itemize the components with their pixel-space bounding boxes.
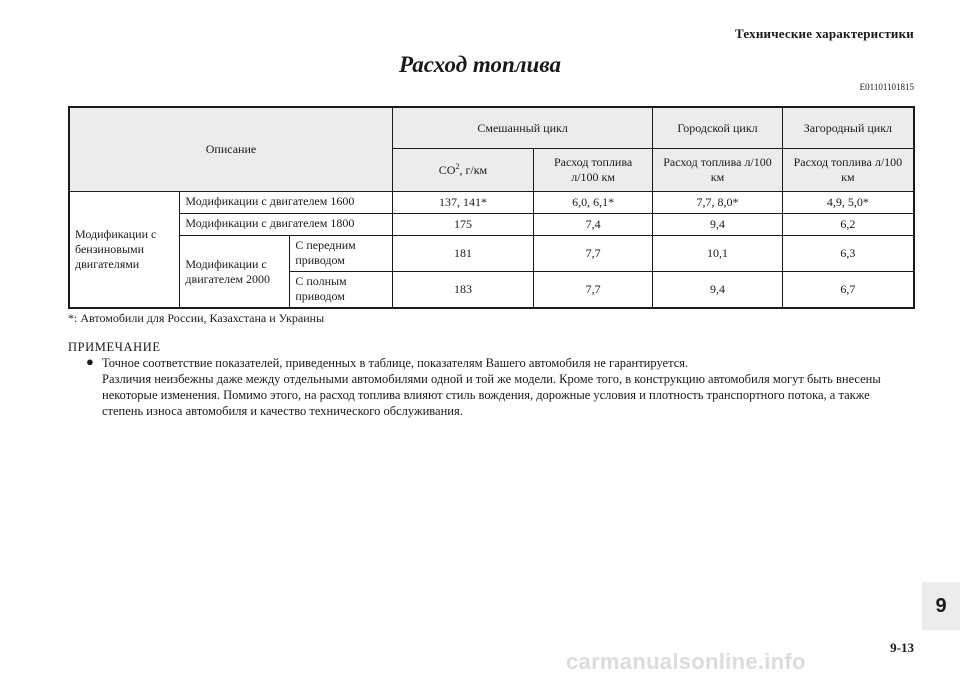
mixed-value: 7,7 (533, 272, 652, 309)
note-line-2: Различия неизбежны даже между отдельными автомобилями одной и той же модели. Кроме того, в конструкцию автомобиля могут быть внесены некоторые изменения. Помимо этого, на расход топлива влияют стиль вождения, дорожные условия и плотность транспортного потока, а также степень износа автомобиля и качество технического обслуживания. (102, 372, 881, 418)
watermark: carmanualsonline.info (566, 649, 806, 674)
city-value: 9,4 (653, 214, 783, 236)
engine-group-label: Модификации с бензиновыми двигателями (69, 192, 180, 309)
highway-value: 4,9, 5,0* (782, 192, 914, 214)
mixed-consumption-header: Расход топлива л/100 км (533, 149, 652, 192)
co2-value: 183 (392, 272, 533, 309)
note-line-1: Точное соответствие показателей, приведенных в таблице, показателям Вашего автомобиля не гарантируется. (102, 356, 689, 370)
co2-value: 175 (392, 214, 533, 236)
page-number: 9-13 (890, 640, 914, 655)
mixed-value: 7,7 (533, 236, 652, 272)
city-consumption-header: Расход топлива л/100 км (653, 149, 783, 192)
row-sublabel: С передним приводом (290, 236, 393, 272)
table-row (69, 236, 914, 272)
highway-consumption-header: Расход топлива л/100 км (782, 149, 914, 192)
co2-value: 137, 141* (392, 192, 533, 214)
mixed-value: 7,4 (533, 214, 652, 236)
fuel-consumption-table (68, 106, 915, 309)
row-sublabel: С полным приводом (290, 272, 393, 309)
table-header-row (69, 107, 914, 149)
note-body (102, 355, 912, 419)
city-cycle-header: Городской цикл (653, 107, 783, 149)
co2-header-sub: 2 (455, 161, 460, 171)
highway-cycle-header: Загородный цикл (782, 107, 914, 149)
table-row (69, 192, 914, 214)
mixed-cycle-header: Смешанный цикл (392, 107, 652, 149)
page-title: Расход топлива (399, 52, 561, 77)
city-value: 7,7, 8,0* (653, 192, 783, 214)
row-label: Модификации с двигателем 1800 (180, 214, 393, 236)
co2-header-unit: , г/км (459, 162, 488, 177)
section-header: Технические характеристики (735, 26, 914, 41)
mixed-value: 6,0, 6,1* (533, 192, 652, 214)
highway-value: 6,7 (782, 272, 914, 309)
description-header: Описание (69, 107, 392, 192)
city-value: 10,1 (653, 236, 783, 272)
chapter-tab: 9 (922, 582, 960, 630)
bullet-icon: ● (86, 354, 94, 369)
row-label: Модификации с двигателем 2000 (180, 236, 290, 309)
co2-value: 181 (392, 236, 533, 272)
co2-header (392, 149, 533, 192)
highway-value: 6,2 (782, 214, 914, 236)
highway-value: 6,3 (782, 236, 914, 272)
co2-header-prefix: CO (438, 162, 456, 177)
city-value: 9,4 (653, 272, 783, 309)
row-label: Модификации с двигателем 1600 (180, 192, 393, 214)
table-footnote: *: Автомобили для России, Казахстана и Украины (68, 311, 325, 325)
table-row (69, 214, 914, 236)
document-code: E01101101815 (859, 82, 914, 92)
note-title: ПРИМЕЧАНИЕ (68, 340, 161, 354)
